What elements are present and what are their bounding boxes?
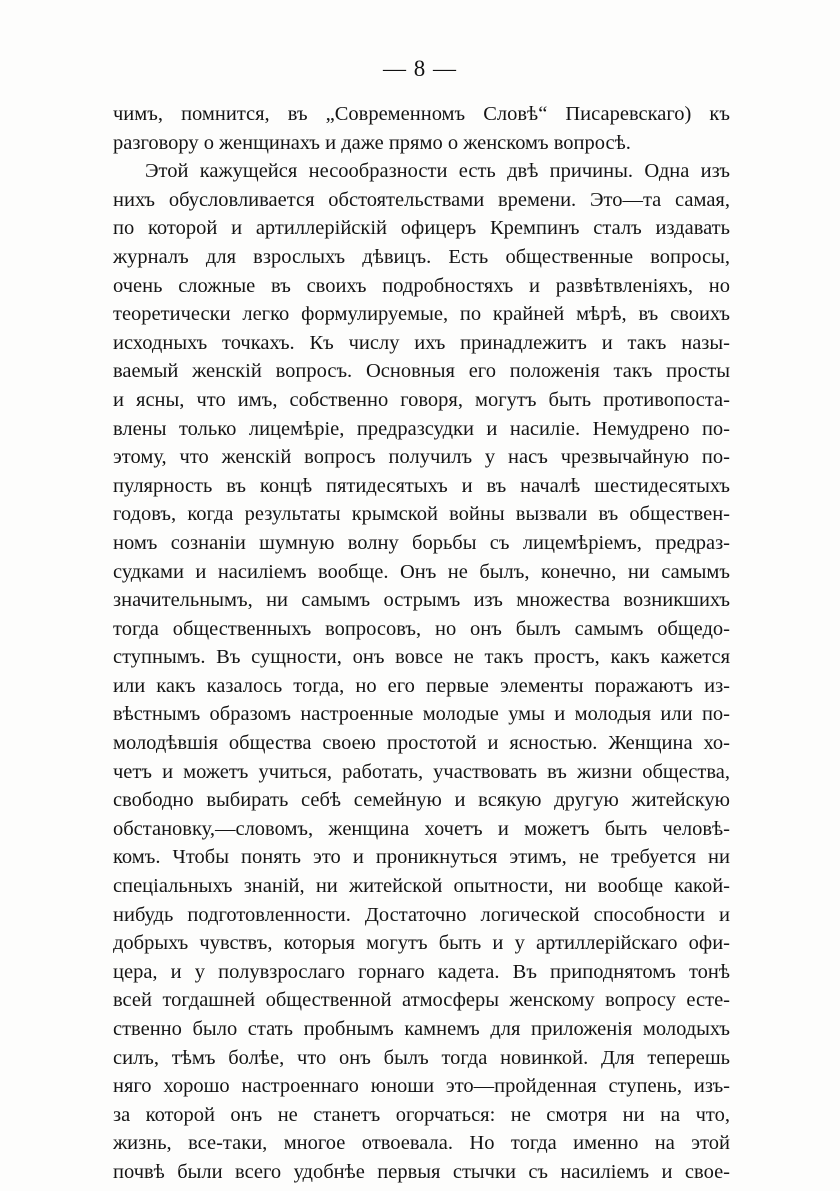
text-line: пулярность въ концѣ пятидесятыхъ и въ началѣ шестидесятыхъ bbox=[113, 474, 730, 497]
text-line: ступнымъ. Въ сущности, онъ вовсе не такъ простъ, какъ кажется bbox=[113, 646, 730, 669]
text-line: номъ сознаніи шумную волну борьбы съ лицемѣріемъ, предраз- bbox=[113, 531, 730, 554]
text-line: судками и насиліемъ вообще. Онъ не былъ, конечно, ни самымъ bbox=[113, 560, 730, 583]
text-line: няго хорошо настроеннаго юноши это—пройденная ступень, изъ- bbox=[113, 1075, 730, 1098]
text-line: тогда общественныхъ вопросовъ, но онъ былъ самымъ общедо- bbox=[113, 617, 730, 640]
text-line: нибудь подготовленности. Достаточно логической способности и bbox=[113, 903, 730, 926]
text-line: добрыхъ чувствъ, которыя могутъ быть и у артиллерійскаго офи- bbox=[113, 932, 730, 955]
text-line: этому, что женскій вопросъ получилъ у насъ чрезвычайную по- bbox=[113, 446, 730, 469]
text-line: обстановку,—словомъ, женщина хочетъ и можетъ быть человѣ- bbox=[113, 817, 730, 840]
text-line: всей тогдашней общественной атмосферы женскому вопросу есте- bbox=[113, 989, 730, 1012]
text-line: ваемый женскій вопросъ. Основныя его положенія такъ просты bbox=[113, 360, 730, 383]
paragraph-start-line: Этой кажущейся несообразности есть двѣ причины. Одна изъ bbox=[145, 160, 730, 183]
text-line: очень сложные въ своихъ подробностяхъ и развѣтвленіяхъ, но bbox=[113, 274, 730, 297]
text-line: ственно было стать пробнымъ камнемъ для приложенія молодыхъ bbox=[113, 1018, 730, 1040]
text-line: четъ и можетъ учиться, работать, участвовать въ жизни общества, bbox=[113, 760, 730, 783]
text-line: свободно выбирать себѣ семейную и всякую другую житейскую bbox=[113, 789, 730, 812]
text-line: нихъ обусловливается обстоятельствами времени. Это—та самая, bbox=[113, 188, 730, 211]
text-line: спеціальныхъ знаній, ни житейской опытности, ни вообще какой- bbox=[113, 875, 730, 898]
text-line: молодѣвшія общества своею простотой и ясностью. Женщина хо- bbox=[113, 732, 730, 755]
text-line: вѣстнымъ образомъ настроенные молодые умы и молодыя или по- bbox=[113, 703, 730, 726]
text-line: разговору о женщинахъ и даже прямо о женскомъ вопросѣ. bbox=[113, 131, 631, 154]
text-line: или какъ казалось тогда, но его первые элементы поражаютъ из- bbox=[113, 674, 730, 697]
text-line: теоретически легко формулируемые, по крайней мѣрѣ, въ своихъ bbox=[113, 303, 730, 326]
body-text bbox=[113, 100, 730, 1187]
text-line: по которой и артиллерійскій офицеръ Кремпинъ сталъ издавать bbox=[113, 217, 730, 240]
text-line: комъ. Чтобы понять это и проникнуться этимъ, не требуется ни bbox=[113, 846, 730, 869]
text-line: журналъ для взрослыхъ дѣвицъ. Есть общественные вопросы, bbox=[113, 245, 730, 268]
text-line: силъ, тѣмъ болѣе, что онъ былъ тогда новинкой. Для теперешь bbox=[113, 1046, 730, 1069]
text-line: исходныхъ точкахъ. Къ числу ихъ принадлежитъ и такъ назы- bbox=[113, 331, 730, 354]
text-line: годовъ, когда результаты крымской войны вызвали въ обществен- bbox=[113, 503, 730, 526]
text-line: влены только лицемѣріе, предразсудки и насиліе. Немудрено по- bbox=[113, 417, 730, 440]
text-line: за которой онъ не станетъ огорчаться: не смотря ни на что, bbox=[113, 1103, 730, 1126]
page-number: — 8 — bbox=[383, 56, 457, 81]
text-line: и ясны, что имъ, собственно говоря, могутъ быть противопоста- bbox=[113, 388, 730, 411]
text-line: жизнь, все-таки, многое отвоевала. Но тогда именно на этой bbox=[113, 1132, 730, 1155]
text-line: цера, и у полувзрослаго горнаго кадета. Въ приподнятомъ тонѣ bbox=[113, 960, 730, 983]
text-line: значительнымъ, ни самымъ острымъ изъ множества возникшихъ bbox=[113, 589, 730, 612]
text-line: чимъ, помнится, въ „Современномъ Словѣ“ Писаревскаго) къ bbox=[113, 103, 730, 125]
text-line: почвѣ были всего удобнѣе первыя стычки съ насиліемъ и свое- bbox=[113, 1160, 730, 1183]
